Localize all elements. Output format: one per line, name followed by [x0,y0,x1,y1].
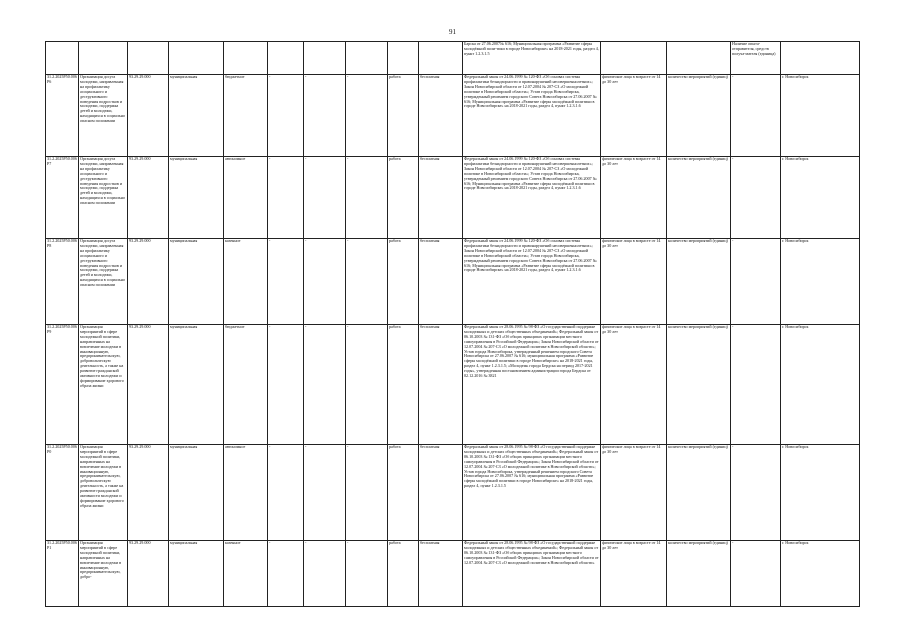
payment-cell: бесплатная [419,239,463,325]
kind-cell: работа [388,75,419,157]
okved-cell: 93.29.29.000 [128,157,169,239]
table-row [46,325,860,445]
legal-basis-cell: Барска от 27.06.2007№ 616; Муниципальная программа «Развитие сферы молодёжной поли-тики в городе Новосибирске» на 2018-2021 годы, раздел 4, пункт 1.2.3.1.5 [463,42,601,75]
page-number: 91 [449,28,456,36]
empty-cell: - [304,325,346,445]
indicator-cell: количество мероприятий (единиц) [667,239,731,325]
empty-cell: - [304,239,346,325]
service-type-cell: муниципальная [169,445,224,541]
place-cell: г. Новосибирск [781,157,860,239]
indicator-cell: количество мероприятий (единиц) [667,445,731,541]
legal-basis-cell: Федеральный закон от 24.06.1999 № 120-ФЗ «Об основах системы профилактики безнадзорности и правонарушений несовершеннолетних»; Закон Новосибирской области от 12.07.2004 № 207-СЗ «О молодежной политике в Новосибирской области»; Устав города Новосибирска, утвержденный решением городского Совета Новосибирска от 27.06.2007 № 616; Муниципальная программа «Развитие сферы молодёжной политики в городе Новосибирске» на 2018-2021 годы, раздел 4, пункт 1.2.3.1.6 [463,157,601,239]
indicator-cell: количество мероприятий (единиц) [667,75,731,157]
service-name-cell: Организация досуга молодежи, направленная на профилактику асоциального и деструктивного поведения подростков и молодежи, поддержка детей и молодежи, находящихся в социально опасном положении [79,157,128,239]
place-cell: г. Новосибирск [781,325,860,445]
empty-cell: - [731,541,781,607]
institution-type-cell: казенное [224,541,268,607]
payment-cell: бесплатная [419,325,463,445]
institution-type-cell: казенное [224,239,268,325]
institution-type-cell: бюджетное [224,325,268,445]
okved-cell: 93.29.29.000 [128,75,169,157]
recipients-cell: физические лица в возрасте от 14 до 30 лет [601,541,667,607]
empty-cell: - [346,239,388,325]
table-row-continued [46,42,860,75]
table-row [46,239,860,325]
service-type-cell: муниципальная [169,239,224,325]
indicator-cell: количество мероприятий (единиц) [667,541,731,607]
payment-cell: бесплатная [419,75,463,157]
okved-cell: 93.29.29.000 [128,239,169,325]
code-cell: 31.2.2025Р50.006Р1 [46,541,79,607]
payment-cell: бесплатная [419,445,463,541]
payment-cell: бесплатная [419,541,463,607]
empty-cell: - [268,445,304,541]
services-table [45,41,860,607]
empty-cell: - [346,445,388,541]
empty-cell: - [731,445,781,541]
place-cell: г. Новосибирск [781,445,860,541]
indicator-cell: количество мероприятий (единиц) [667,325,731,445]
empty-cell: - [304,75,346,157]
empty-cell: - [268,157,304,239]
empty-cell: - [304,445,346,541]
empty-cell: - [731,157,781,239]
institution-type-cell: автономное [224,445,268,541]
empty-cell: - [346,541,388,607]
code-cell: 31.2.2025Р50.006Р9 [46,325,79,445]
okved-cell: 93.29.29.000 [128,541,169,607]
service-name-cell: Организация мероприятий в сфере молодежной политики, направленных на вовлечение молодежи в инновационную, предпринимательскую, добро- [79,541,128,607]
empty-cell: - [268,541,304,607]
empty-cell: - [731,239,781,325]
service-type-cell: муниципальная [169,541,224,607]
table-row [46,541,860,607]
empty-cell: - [268,239,304,325]
recipients-cell: физические лица в возрасте от 14 до 30 лет [601,157,667,239]
legal-basis-cell: Федеральный закон от 28.06.1995 № 98-ФЗ «О государственной поддержке молодежных и детских общественных объединений»; Федеральный закон от 06.10.2003 № 131-ФЗ «Об общих принципах организации местного самоуправления в Российской Федерации»; Закон Новосибирской области от 12.07.2004 № 207-СЗ «О молодежной политике в Новосибирской области»; Устав города Новосибирска, утвержденный решением городского Совета Новосибирска от 27.06.2007 № 616; муниципальная программа «Развитие сферы молодёжной политики в городе Новосибирске» на 2018-2021 годы, раздел 4, пункт 1.2.3.1.5; «Молодежь города Бердска на период 2017-2021 годы», утвержденная постановлением администрации города Бердска от 02.12.2016 № 3821 [463,325,601,445]
code-cell: 31.2.2025Р50.006Р0 [46,445,79,541]
indicator-cell: количество мероприятий (единиц) [667,157,731,239]
empty-cell: - [346,325,388,445]
empty-cell: - [346,75,388,157]
code-cell: 31.2.2025Р50.006Р8 [46,239,79,325]
empty-cell: - [268,325,304,445]
payment-cell: бесплатная [419,157,463,239]
code-cell: 31.2.2025Р50.006Р6 [46,75,79,157]
recipients-cell: физические лица в возрасте от 14 до 30 лет [601,325,667,445]
place-cell: г. Новосибирск [781,541,860,607]
place-cell: г. Новосибирск [781,75,860,157]
empty-cell: - [304,541,346,607]
table-row [46,157,860,239]
empty-cell: - [304,157,346,239]
legal-basis-cell: Федеральный закон от 28.06.1995 № 98-ФЗ «О государственной поддержке молодежных и детских общественных объединений»; Федеральный закон от 06.10.2003 № 131-ФЗ «Об общих принципах организации местного самоуправления в Российской Федерации»; Закон Новосибирской области от 12.07.2004 № 207-СЗ «О молодежной политике в Новосибирской области»; Устав города Новосибирска, утвержденный решением городского Совета Новосибирска от 27.06.2007 № 616; муниципальная программа «Развитие сферы молодёжной политики в городе Новосибирске» на 2018-2021 годы, раздел 4, пункт 1.2.3.1.5 [463,445,601,541]
table-row [46,445,860,541]
service-name-cell: Организация досуга молодежи, направленная на профилактику асоциального и деструктивного поведения подростков и молодежи, поддержка детей и молодежи, находящихся в социально опасном положении [79,239,128,325]
code-cell: 31.2.2025Р50.006Р7 [46,157,79,239]
empty-cell: - [731,75,781,157]
table-row [46,75,860,157]
institution-type-cell: автономное [224,157,268,239]
institution-type-cell: бюджетное [224,75,268,157]
legal-basis-cell: Федеральный закон от 24.06.1999 № 120-ФЗ «Об основах системы профилактики безнадзорности и правонарушений несовершеннолетних»; Закон Новосибирской области от 12.07.2004 № 207-СЗ «О молодежной политике в Новосибирской области»; Устав города Новосибирска, утвержденный решением городского Совета Новосибирска от 27.06.2007 № 616; Муниципальная программа «Развитие сферы молодёжной политики в городе Новосибирске» на 2018-2021 годы, раздел 4, пункт 1.2.3.1.6 [463,75,601,157]
okved-cell: 93.29.29.000 [128,325,169,445]
okved-cell: 93.29.29.000 [128,445,169,541]
service-name-cell: Организация досуга молодежи, направленная на профилактику асоциального и деструктивного поведения подростков и молодежи, поддержка детей и молодежи, находящихся в социально опасном положении [79,75,128,157]
empty-cell: - [346,157,388,239]
recipients-cell: физические лица в возрасте от 14 до 30 лет [601,239,667,325]
recipients-cell: физические лица в возрасте от 14 до 30 лет [601,445,667,541]
empty-cell: - [731,325,781,445]
kind-cell: работа [388,239,419,325]
service-type-cell: муниципальная [169,325,224,445]
service-name-cell: Организация мероприятий в сфере молодежной политики, направленных на вовлечение молодежи в инновационную, предпринимательскую, добровольческую деятельность, а также на развитие гражданской активности молодежи и формирование здорового образа жизни [79,325,128,445]
recipients-cell: физические лица в возрасте от 14 до 30 лет [601,75,667,157]
kind-cell: работа [388,541,419,607]
legal-basis-cell: Федеральный закон от 28.06.1995 № 98-ФЗ «О государственной поддержке молодежных и детских общественных объединений»; Федеральный закон от 06.10.2003 № 131-ФЗ «Об общих принципах организации местного самоуправления в Российской Федерации»; Закон Новосибирской области от 12.07.2004 № 207-СЗ «О молодежной политике в Новосибирской области» [463,541,601,607]
legal-basis-cell: Федеральный закон от 24.06.1999 № 120-ФЗ «Об основах системы профилактики безнадзорности и правонарушений несовершеннолетних»; Закон Новосибирской области от 12.07.2004 № 207-СЗ «О молодежной политике в Новосибирской области»; Устав города Новосибирска, утвержденный решением городского Совета Новосибирска от 27.06.2007 № 616; Муниципальная программа «Развитие сферы молодёжной политики в городе Новосибирске» на 2018-2021 годы, раздел 4, пункт 1.2.3.1.6 [463,239,601,325]
service-name-cell: Организация мероприятий в сфере молодежной политики, направленных на вовлечение молодежи в инновационную, предпринимательскую, добровольческую деятельность, а также на развитие гражданской активности молодежи и формирование здорового образа жизни [79,445,128,541]
place-cell: г. Новосибирск [781,239,860,325]
kind-cell: работа [388,445,419,541]
empty-cell: - [268,75,304,157]
note-cell: Наличие опыта-отправителя, средств получа-мателя (единица) [731,42,781,75]
service-type-cell: муниципальная [169,157,224,239]
kind-cell: работа [388,157,419,239]
kind-cell: работа [388,325,419,445]
service-type-cell: муниципальная [169,75,224,157]
